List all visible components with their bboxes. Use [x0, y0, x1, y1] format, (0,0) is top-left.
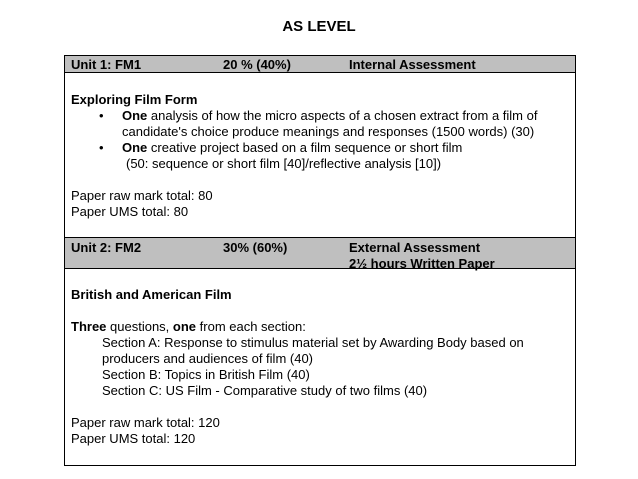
unit2-intro [71, 319, 575, 335]
unit2-assessment-type [349, 240, 495, 272]
unit1-header-row [65, 56, 575, 73]
unit2-assessment-line1: External Assessment [349, 240, 481, 255]
bullet-text: candidate's choice produce meanings and responses (1500 words) (30) [122, 124, 535, 139]
unit1-ums-total: Paper UMS total: 80 [71, 204, 189, 219]
unit2-weight: 30% (60%) [223, 240, 288, 255]
unit1-body [65, 73, 575, 237]
bullet-bold-word: One [122, 140, 148, 155]
intro-bold-word: Three [71, 319, 107, 334]
unit1-heading: Exploring Film Form [71, 92, 198, 107]
bullet-text: analysis of how the micro aspects of a chosen extract from a film of [147, 108, 538, 123]
unit1-bullet-item [71, 140, 575, 156]
intro-text: from each section: [196, 319, 306, 334]
bullet-text: creative project based on a film sequence or short film [147, 140, 463, 155]
unit1-assessment-type: Internal Assessment [349, 57, 476, 72]
unit2-code: Unit 2: FM2 [71, 240, 142, 255]
unit1-weight: 20 % (40%) [223, 57, 291, 72]
unit2-section-c: Section C: US Film - Comparative study of two films (40) [102, 383, 428, 398]
unit2-header-row [65, 237, 575, 269]
intro-bold-word: one [172, 319, 197, 334]
page-title: AS LEVEL [282, 18, 356, 35]
bullet-bold-word: One [122, 108, 148, 123]
unit1-raw-mark-total: Paper raw mark total: 80 [71, 188, 213, 203]
unit1-bullet-list [71, 108, 575, 156]
unit2-section-b: Section B: Topics in British Film (40) [102, 367, 310, 382]
unit2-ums-total: Paper UMS total: 120 [71, 431, 196, 446]
assessment-table [64, 55, 576, 466]
unit2-assessment-line2: 2½ hours Written Paper [349, 256, 495, 271]
intro-text: questions, [106, 319, 173, 334]
unit2-section-a-cont: producers and audiences of film (40) [102, 351, 314, 366]
unit1-code: Unit 1: FM1 [71, 57, 142, 72]
unit2-heading: British and American Film [71, 287, 232, 302]
unit2-body [65, 269, 575, 465]
unit2-raw-mark-total: Paper raw mark total: 120 [71, 415, 220, 430]
unit1-bullet-item [71, 108, 575, 140]
unit1-bullet2-detail: (50: sequence or short film [40]/reflective analysis [10]) [126, 156, 442, 171]
unit2-section-a: Section A: Response to stimulus material set by Awarding Body based on [102, 335, 524, 350]
